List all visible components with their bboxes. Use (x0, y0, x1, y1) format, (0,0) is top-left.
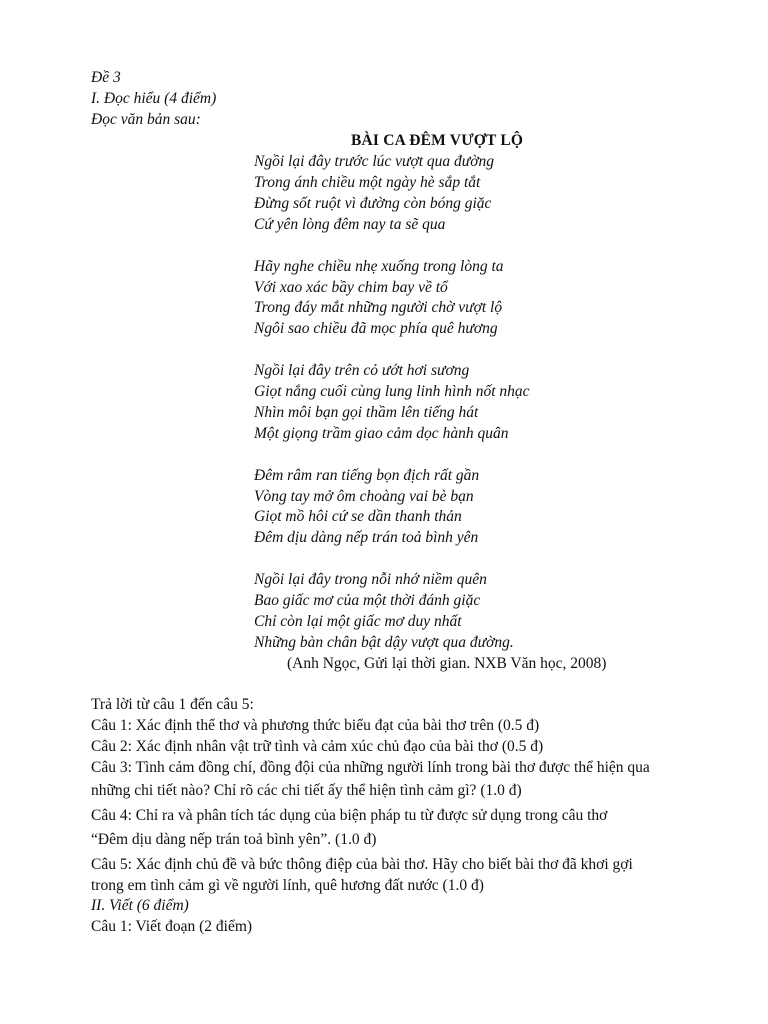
question-5-line2: trong em tình cảm gì về người lính, quê hương đất nước (1.0 đ) (91, 877, 484, 894)
section2-heading: II. Viết (6 điểm) (91, 897, 189, 914)
question-3-line1: Câu 3: Tình cảm đồng chí, đồng đội của những người lính trong bài thơ được thể hiện qua (91, 759, 650, 776)
questions-intro: Trả lời từ câu 1 đến câu 5: (91, 696, 254, 713)
poem-line: Cứ yên lòng đêm nay ta sẽ qua (254, 216, 446, 233)
instruction: Đọc văn bản sau: (91, 111, 201, 128)
question-4-line1: Câu 4: Chỉ ra và phân tích tác dụng của biện pháp tu từ được sử dụng trong câu thơ (91, 807, 608, 824)
writing-question-1: Câu 1: Viết đoạn (2 điểm) (91, 918, 253, 935)
poem-line: Trong ánh chiều một ngày hè sắp tắt (254, 174, 481, 191)
poem-line: Trong đáy mắt những người chờ vượt lộ (254, 299, 503, 316)
poem-line: Đêm râm ran tiếng bọn địch rất gần (254, 467, 480, 484)
question-1: Câu 1: Xác định thể thơ và phương thức biểu đạt của bài thơ trên (0.5 đ) (91, 717, 540, 734)
exam-number: Đề 3 (91, 69, 121, 86)
question-4-line2: “Đêm dịu dàng nếp trán toả bình yên”. (1.0 đ) (91, 831, 377, 848)
poem-line: Những bàn chân bật dậy vượt qua đường. (254, 634, 514, 651)
poem-line: Với xao xác bầy chim bay về tổ (254, 279, 448, 296)
poem-line: Bao giấc mơ của một thời đánh giặc (254, 592, 481, 609)
poem-line: Hãy nghe chiều nhẹ xuống trong lòng ta (254, 258, 504, 275)
poem-title: BÀI CA ĐÊM VƯỢT LỘ (351, 132, 524, 149)
question-2: Câu 2: Xác định nhân vật trữ tình và cảm xúc chủ đạo của bài thơ (0.5 đ) (91, 738, 544, 755)
section1-heading: I. Đọc hiểu (4 điểm) (91, 90, 217, 107)
poem-line: Giọt mồ hôi cứ se dần thanh thản (254, 508, 462, 525)
poem-line: Đừng sốt ruột vì đường còn bóng giặc (254, 195, 492, 212)
question-3-line2: những chi tiết nào? Chỉ rõ các chi tiết ấy thể hiện tình cảm gì? (1.0 đ) (91, 782, 522, 799)
poem-line: Giọt nắng cuối cùng lung linh hình nốt nhạc (254, 383, 530, 400)
poem-line: Chỉ còn lại một giấc mơ duy nhất (254, 613, 462, 630)
poem-line: Nhìn môi bạn gọi thầm lên tiếng hát (254, 404, 479, 421)
poem-line: Ngồi lại đây trên cỏ ướt hơi sương (254, 362, 470, 379)
poem-line: Ngôi sao chiều đã mọc phía quê hương (254, 320, 498, 337)
poem-line: Vòng tay mở ôm choàng vai bè bạn (254, 488, 474, 505)
poem-line: Ngồi lại đây trước lúc vượt qua đường (254, 153, 495, 170)
poem-line: Đêm dịu dàng nếp trán toả bình yên (254, 529, 479, 546)
poem-line: Ngồi lại đây trong nỗi nhớ niềm quên (254, 571, 487, 588)
poem-source: (Anh Ngọc, Gửi lại thời gian. NXB Văn học, 2008) (287, 655, 607, 672)
poem-line: Một giọng trầm giao cảm dọc hành quân (254, 425, 509, 442)
question-5-line1: Câu 5: Xác định chủ đề và bức thông điệp của bài thơ. Hãy cho biết bài thơ đã khơi gợi (91, 856, 633, 873)
